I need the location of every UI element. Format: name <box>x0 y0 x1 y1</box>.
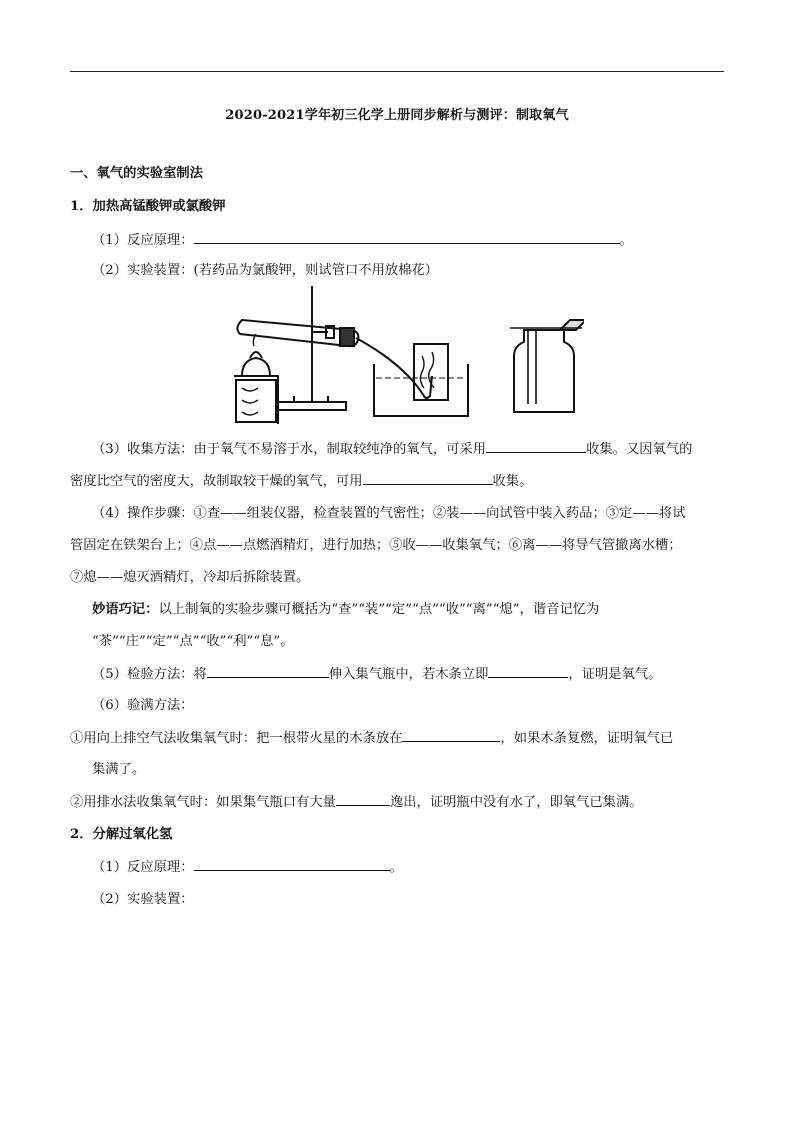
apparatus-figure <box>228 284 584 424</box>
collection-text-cont: 收集。 <box>492 474 533 489</box>
reaction-principle-label: （1）反应原理： <box>92 860 194 875</box>
reaction-principle-line <box>92 231 633 250</box>
steps-line-3: ⑦熄——熄灭酒精灯，冷却后拆除装置。 <box>70 570 310 585</box>
test-method-line <box>92 665 661 684</box>
reaction-principle-label: （1）反应原理： <box>92 233 194 248</box>
subheading-1: 1．加热高锰酸钾或氯酸钾 <box>70 199 226 214</box>
apparatus-label: （2）实验装置：(若药品为氯酸钾，则试管口不用放棉花） <box>92 263 439 278</box>
full-check-air-line-2: 集满了。 <box>92 762 146 777</box>
full-check-text-cont: 逸出，证明瓶中没有水了，即氧气已集满。 <box>389 795 643 810</box>
period: 。 <box>619 233 633 248</box>
apparatus-label-2: （2）实验装置： <box>92 892 194 907</box>
full-check-air-line <box>70 729 673 748</box>
answer-blank[interactable] <box>194 231 620 244</box>
full-check-label: （6）验满方法： <box>92 698 194 713</box>
answer-blank[interactable] <box>488 665 568 678</box>
answer-blank[interactable] <box>402 729 500 742</box>
subheading-2: 2．分解过氧化氢 <box>70 827 173 842</box>
collection-text-cont: 收集。又因氧气的 <box>586 442 693 457</box>
answer-blank[interactable] <box>336 793 390 806</box>
steps-line-2: 管固定在铁架台上；④点——点燃酒精灯，进行加热；⑤收——收集氧气；⑥离——将导气管撤离水槽； <box>70 538 682 553</box>
collection-text: 密度比空气的密度大，故制取较干燥的氧气，可用 <box>70 474 363 489</box>
full-check-text-cont: ，如果木条复燃，证明氧气已 <box>500 731 674 746</box>
collection-line-1 <box>92 440 692 459</box>
mnemonic-label: 妙语巧记： <box>92 602 159 617</box>
mnemonic-text: 以上制氧的实验步骤可概括为“查”“装”“定”“点”“收”“离”“熄”，谐音记忆为 <box>158 602 600 617</box>
answer-blank[interactable] <box>486 440 586 453</box>
mnemonic-line-2: “茶”“庄”“定”“点”“收”“利”“息”。 <box>92 634 294 649</box>
collection-text: （3）收集方法：由于氧气不易溶于水，制取较纯净的氧气，可采用 <box>92 442 487 457</box>
test-text: （5）检验方法：将 <box>92 667 207 682</box>
full-check-water-line <box>70 793 643 812</box>
period: 。 <box>389 860 403 875</box>
reaction-principle-line-2 <box>92 858 403 877</box>
test-text-cont: 伸入集气瓶中，若木条立即 <box>328 667 489 682</box>
answer-blank[interactable] <box>194 858 390 871</box>
answer-blank[interactable] <box>363 472 493 485</box>
full-check-text: ②用排水法收集氧气时：如果集气瓶口有大量 <box>70 795 336 810</box>
test-text-end: ，证明是氧气。 <box>568 667 662 682</box>
page-title: 2020-2021学年初三化学上册同步解析与测评：制取氧气 <box>225 108 569 123</box>
steps-line-1: （4）操作步骤：①查——组装仪器，检查装置的气密性；②装——向试管中装入药品；③定——将试 <box>92 506 686 521</box>
answer-blank[interactable] <box>207 665 329 678</box>
header-rule <box>70 71 724 72</box>
full-check-text: ①用向上排空气法收集氧气时：把一根带火星的木条放在 <box>70 731 403 746</box>
mnemonic-line-1 <box>92 601 599 619</box>
collection-line-2 <box>70 472 532 491</box>
section-heading-1: 一、氧气的实验室制法 <box>70 166 203 181</box>
